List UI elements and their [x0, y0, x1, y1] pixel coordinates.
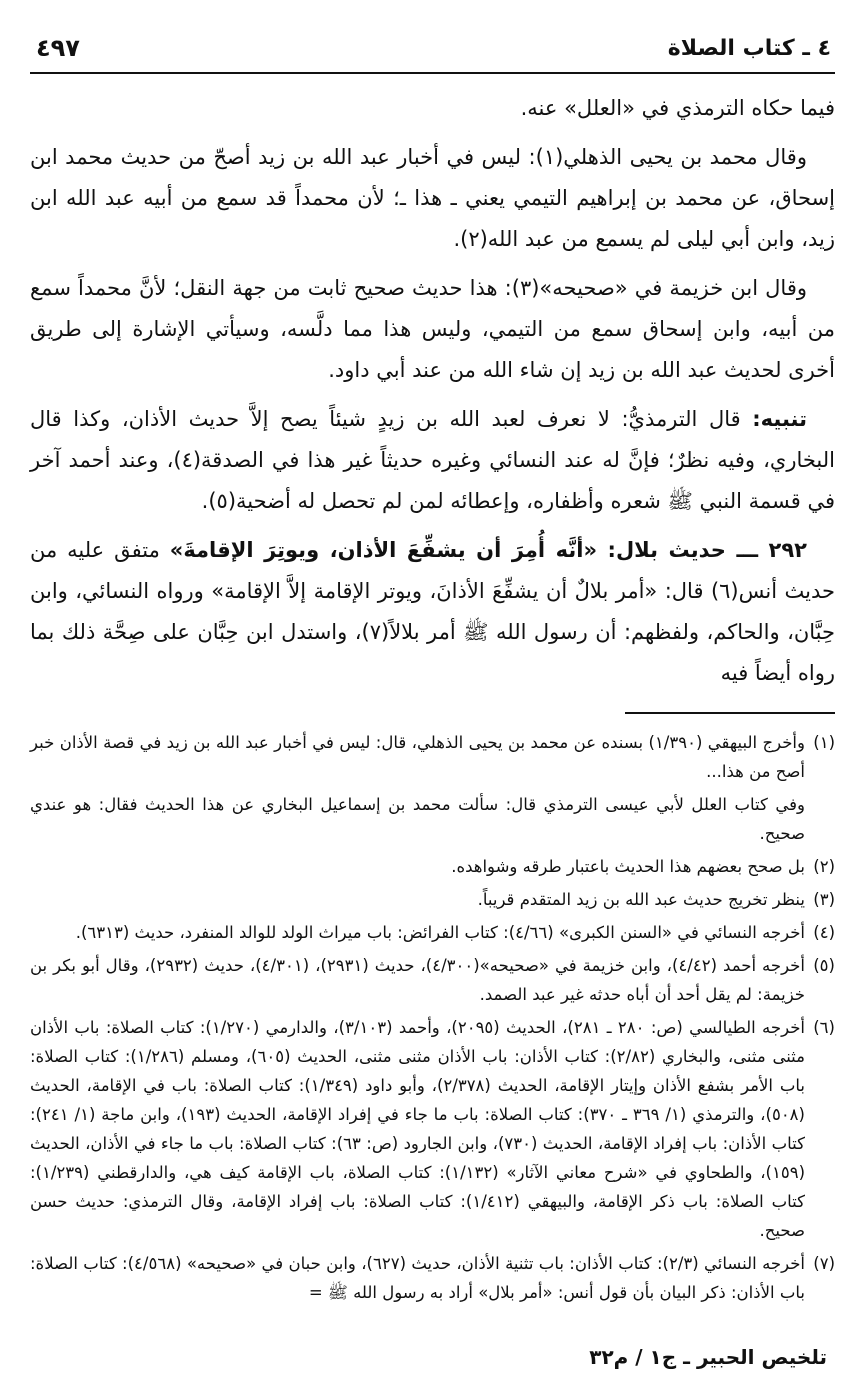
footnotes: [30, 728, 835, 1307]
footnote-separator: [625, 712, 835, 714]
hadith-text: متفق عليه من حديث أنس(٦) قال: «أمر بلالٌ أن يشفِّعَ الأذانَ، ويوتر الإقامة إلاَّ الإقامة» ورواه النسائي، وابن حِبَّان، والحاكم، ولفظهم: أن رسول الله ﷺ أمر بلالاً(٧)، واستدل ابن حِبَّان على صِحَّة ذلك بما رواه أيضاً فيه: [30, 538, 835, 685]
page-header: [30, 28, 835, 74]
tanbih-text: قال الترمذيُّ: لا نعرف لعبد الله بن زيدٍ شيئاً يصح إلاَّ حديث الأذان، وكذا قال البخاري، وفيه نظرٌ؛ فإنَّ له عند النسائي وغيره حديثاً غير هذا في الصدقة(٤)، وعند أحمد آخر في قسمة النبي ﷺ شعره وأظفاره، وإعطائه لمن لم تحصل له أضحية(٥).: [30, 407, 835, 513]
footnote: (٣)ينظر تخريج حديث عبد الله بن زيد المتقدم قريباً.: [477, 890, 835, 909]
footnote: (١)وأخرج البيهقي (١/٣٩٠) بسنده عن محمد بن يحيى الذهلي، قال: ليس في أخبار عبد الله بن زيد في قصة الأذان خبر أصح من هذا...: [30, 733, 835, 781]
page-number: ٤٩٧: [36, 34, 80, 62]
running-title: ٤ ـ كتاب الصلاة: [667, 36, 831, 61]
page: [30, 28, 835, 1311]
paragraph: وقال ابن خزيمة في «صحيحه»(٣): هذا حديث صحيح ثابت من جهة النقل؛ لأنَّ محمداً سمع من أبيه، وابن إسحاق سمع من التيمي، وليس هذا مما دلَّسه، وسيأتي الإشارة إلى طريق أخرى لحديث عبد الله بن زيد إن شاء الله من عند أبي داود.: [30, 276, 835, 382]
footnote: (٦)أخرجه الطيالسي (ص: ٢٨٠ ـ ٢٨١)، الحديث (٢٠٩٥)، وأحمد (٣/١٠٣)، والدارمي (١/٢٧٠): كتاب الصلاة: باب الأذان مثنى مثنى، والبخاري (٢/٨٢): كتاب الأذان: باب الأذان مثنى مثنى، الحديث (٦٠٥)، ومسلم (١/٢٨٦): كتاب الصلاة: باب الأمر بشفع الأذان وإيتار الإقامة، الحديث (٢/٣٧٨)، وأبو داود (١/٣٤٩): كتاب الصلاة: باب في الإقامة، الحديث (٥٠٨)، والترمذي (١/ ٣٦٩ ـ ٣٧٠): كتاب الصلاة: باب ما جاء في إفراد الإقامة، الحديث (١٩٣)، وابن ماجة (١/ ٢٤١): كتاب الأذان: باب إفراد الإقامة، الحديث (٧٣٠)، وابن الجارود (ص: ٦٣): كتاب الصلاة: باب ما جاء في الأذان، الحديث (١٥٩)، والطحاوي في «شرح معاني الآثار» (١/١٣٢): كتاب الصلاة، باب الإقامة كيف هي، والدارقطني (١/٢٣٩): كتاب الصلاة: باب ذكر الإقامة، والبيهقي (١/٤١٢): كتاب الصلاة: باب إفراد الإقامة، وقال الترمذي: حديث حسن صحيح.: [30, 1018, 835, 1240]
paragraph: فيما حكاه الترمذي في «العلل» عنه.: [520, 96, 835, 120]
footnote: (٤)أخرجه النسائي في «السنن الكبرى» (٤/٦٦): كتاب الفرائض: باب ميراث الولد للوالد المنفرد، حديث (٦٣١٣).: [75, 923, 835, 942]
footnote: (٢)بل صحح بعضهم هذا الحديث باعتبار طرقه وشواهده.: [451, 857, 835, 876]
hadith-paragraph: [30, 530, 835, 694]
footnote: (٥)أخرجه أحمد (٤/٤٢)، وابن خزيمة في «صحيحه»(٤/٣٠٠)، حديث (٢٩٣١)، (٤/٣٠١)، حديث (٢٩٣٢)، وقال أبو بكر بن خزيمة: لم يقل أحد أن أباه حدثه غير عبد الصمد.: [30, 956, 835, 1004]
page-footer-signature: تلخيص الحبير ـ ج١ / م٣٢: [589, 1345, 827, 1369]
footnote: (٧)أخرجه النسائي (٢/٣): كتاب الأذان: باب تثنية الأذان، حديث (٦٢٧)، وابن حبان في «صحيحه» (٤/٥٦٨): كتاب الصلاة: باب الأذان: ذكر البيان بأن قول أنس: «أمر بلال» أراد به رسول الله ﷺ =: [30, 1254, 836, 1302]
tanbih-paragraph: [30, 399, 835, 522]
tanbih-label: تنبيه:: [752, 407, 807, 431]
main-text: [30, 88, 835, 694]
footnote-continuation: وفي كتاب العلل لأبي عيسى الترمذي قال: سألت محمد بن إسماعيل البخاري عن هذا الحديث فقال: هو عندي صحيح.: [30, 795, 805, 843]
hadith-label: ٢٩٢ ـــ حديث بلال: «أنَّه أُمِرَ أن يشفِّعَ الأذان، ويوتِرَ الإقامةَ»: [169, 538, 807, 562]
paragraph: وقال محمد بن يحيى الذهلي(١): ليس في أخبار عبد الله بن زيد أصحّ من حديث محمد ابن إسحاق، عن محمد بن إبراهيم التيمي يعني ـ هذا ـ؛ لأن محمداً قد سمع من أبيه عبد الله ابن زيد، وابن أبي ليلى لم يسمع من عبد الله(٢).: [30, 145, 835, 251]
